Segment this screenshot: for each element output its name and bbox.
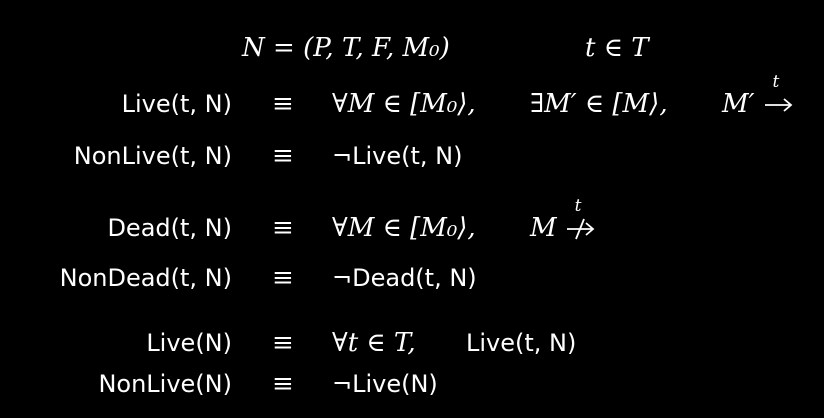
rhs-marking: M [530, 213, 557, 243]
equiv-symbol: ≡ [272, 213, 294, 243]
definition-live-t [0, 72, 824, 124]
right-arrow-icon [763, 88, 795, 118]
not-fires-arrow [565, 196, 597, 248]
rhs-live-t: Live(t, N) [466, 329, 577, 357]
negated-right-arrow-icon [565, 212, 597, 242]
equiv-symbol: ≡ [272, 141, 294, 171]
equiv-symbol: ≡ [272, 263, 294, 293]
fires-arrow-label: t [772, 72, 780, 92]
definition-dead-t [0, 196, 824, 248]
not-fires-arrow-label: t [574, 196, 582, 216]
rhs-forall-reachable: ∀M ∈ [M₀⟩, [332, 213, 476, 243]
transition-domain: t ∈ T [585, 33, 649, 63]
lhs-dead-t: Dead(t, N) [107, 214, 232, 242]
definition-nondead-t [0, 258, 824, 298]
rhs-marking-fires [722, 72, 795, 124]
rhs-not-live-net: ¬Live(N) [332, 370, 438, 398]
lhs-live-t: Live(t, N) [121, 90, 232, 118]
lhs-live-net: Live(N) [146, 329, 232, 357]
lhs-nonlive-t: NonLive(t, N) [73, 142, 232, 170]
rhs-forall-transitions: ∀t ∈ T, [332, 328, 416, 358]
equiv-symbol: ≡ [272, 89, 294, 119]
rhs-marking: M′ [722, 89, 755, 119]
equiv-symbol: ≡ [272, 369, 294, 399]
definition-nonlive-t [0, 136, 824, 176]
lhs-nondead-t: NonDead(t, N) [59, 264, 232, 292]
rhs-not-dead-t: ¬Dead(t, N) [332, 264, 477, 292]
fires-arrow [763, 72, 795, 124]
header-row [0, 28, 824, 68]
net-definition: N = (P, T, F, M₀) [242, 33, 450, 63]
definition-live-net [0, 323, 824, 363]
rhs-forall-reachable: ∀M ∈ [M₀⟩, [332, 89, 476, 119]
rhs-exists-reachable: ∃M′ ∈ [M⟩, [530, 89, 668, 119]
equiv-symbol: ≡ [272, 328, 294, 358]
lhs-nonlive-net: NonLive(N) [98, 370, 232, 398]
definition-nonlive-net [0, 364, 824, 404]
rhs-marking-not-fires [530, 196, 597, 248]
rhs-not-live-t: ¬Live(t, N) [332, 142, 463, 170]
